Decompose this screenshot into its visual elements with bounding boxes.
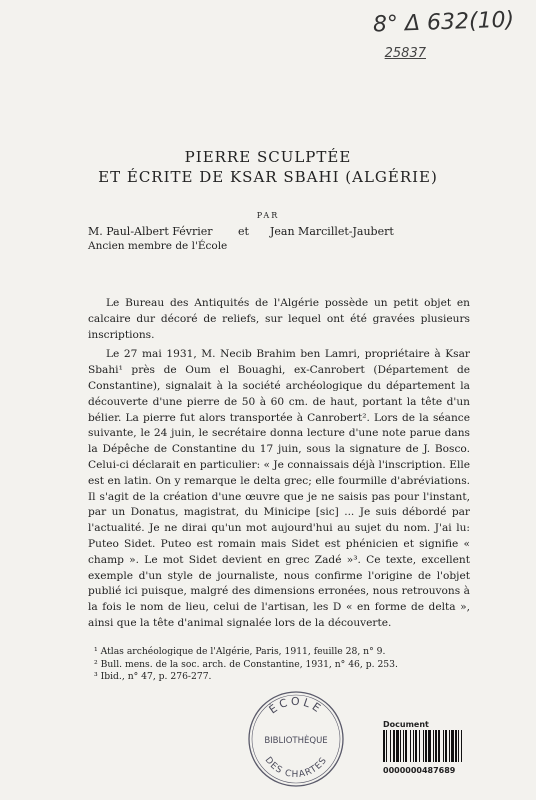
paragraph: Le 27 mai 1931, M. Necib Brahim ben Lamri, propriétaire à Ksar Sbahi¹ près de Oum el Bouaghi, ex-Canrobert (Département de Constantine), signalait à la société archéologique du département la découverte d'une pierre de 50 à 60 cm. de haut, portant la tête d'un bélier. La pierre fut alors transportée à Canrobert². Lors de la séance suivante, le 24 juin, le secrétaire donna lecture d'une note parue dans la Dépêche de Constantine du 17 juin, sous la signature de J. Bosco. Celui-ci déclarait en particulier: « Je connaissais déjà l'inscription. Elle est en latin. On y remarque le delta grec; elle fourmille d'abréviations. Il s'agit de la création d'une œuvre que je ne saisis pas pour l'instant, par un Donatus, magistrat, du Minicipe [sic] ... Je suis débordé par l'actualité. Je ne dirai qu'un mot aujourd'hui au sujet du nom. J'ai lu: Puteo Sidet. Puteo est romain mais Sidet est phénicien et signifie « champ ». Le mot Sidet devient en grec Zadé »³. Ce texte, excellent exemple d'un style de journaliste, nous confirme l'origine de l'objet publié ici puisque, malgré des dimensions erronées, nous retrouvons à la fois le nom de lieu, celui de l'artisan, les D « en forme de delta », ainsi que la tête d'animal signalée lors de la découverte. (88, 348, 470, 629)
barcode-bar (400, 730, 401, 762)
barcode-bar (423, 730, 424, 762)
barcode (383, 730, 483, 762)
handwritten-shelfmark: 8° Δ 632(10) (372, 7, 515, 38)
barcode-bar (396, 730, 399, 762)
handwritten-number: 25837 (384, 46, 426, 61)
barcode-bar (433, 730, 434, 762)
barcode-bar (403, 730, 404, 762)
barcode-bar (393, 730, 395, 762)
barcode-bar (455, 730, 457, 762)
author-conjunction: et (238, 225, 249, 238)
by-label: PAR (256, 211, 280, 220)
author-2: Jean Marcillet-Jaubert (270, 225, 394, 238)
barcode-bar (449, 730, 450, 762)
footnote: ¹ Atlas archéologique de l'Algérie, Paris, 1911, feuille 28, n° 9. (94, 646, 386, 657)
stamp-top-text: ÉCOLE (266, 694, 326, 717)
footnotes (88, 646, 470, 684)
barcode-bar (386, 730, 387, 762)
barcode-bar (419, 730, 420, 762)
author-1: M. Paul-Albert Février (88, 225, 213, 238)
stamp-bottom-text: DES CHARTES (262, 755, 330, 781)
library-stamp (246, 689, 346, 789)
paragraph: Le Bureau des Antiquités de l'Algérie possède un petit objet en calcaire dur décoré de reliefs, sur lequel ont été gravées plusieurs inscriptions. (88, 297, 470, 341)
barcode-bar (413, 730, 414, 762)
barcode-bar (438, 730, 440, 762)
barcode-bar (425, 730, 427, 762)
title-line-2: ET ÉCRITE DE KSAR SBAHI (ALGÉRIE) (98, 168, 438, 186)
barcode-bar (443, 730, 444, 762)
document-label: Document (383, 720, 429, 729)
barcode-bar (445, 730, 447, 762)
article-body (88, 296, 470, 632)
barcode-bar (451, 730, 454, 762)
barcode-bar (390, 730, 391, 762)
footnote: ² Bull. mens. de la soc. arch. de Constantine, 1931, n° 46, p. 253. (94, 658, 398, 670)
barcode-bar (428, 730, 431, 762)
article-title (0, 147, 536, 187)
document-number: 0000000487689 (383, 766, 456, 775)
footnote: ³ Ibid., n° 47, p. 276-277. (94, 671, 212, 682)
barcode-bar (461, 730, 462, 762)
barcode-bar (410, 730, 411, 762)
stamp-middle-text: BIBLIOTHÈQUE (264, 736, 328, 746)
barcode-bar (435, 730, 437, 762)
barcode-bar (405, 730, 407, 762)
barcode-bar (383, 730, 385, 762)
author-1-role: Ancien membre de l'École (88, 240, 228, 252)
barcode-bar (415, 730, 417, 762)
svg-text:ÉCOLE (267, 695, 326, 717)
title-line-1: PIERRE SCULPTÉE (184, 148, 352, 166)
barcode-bar (458, 730, 459, 762)
